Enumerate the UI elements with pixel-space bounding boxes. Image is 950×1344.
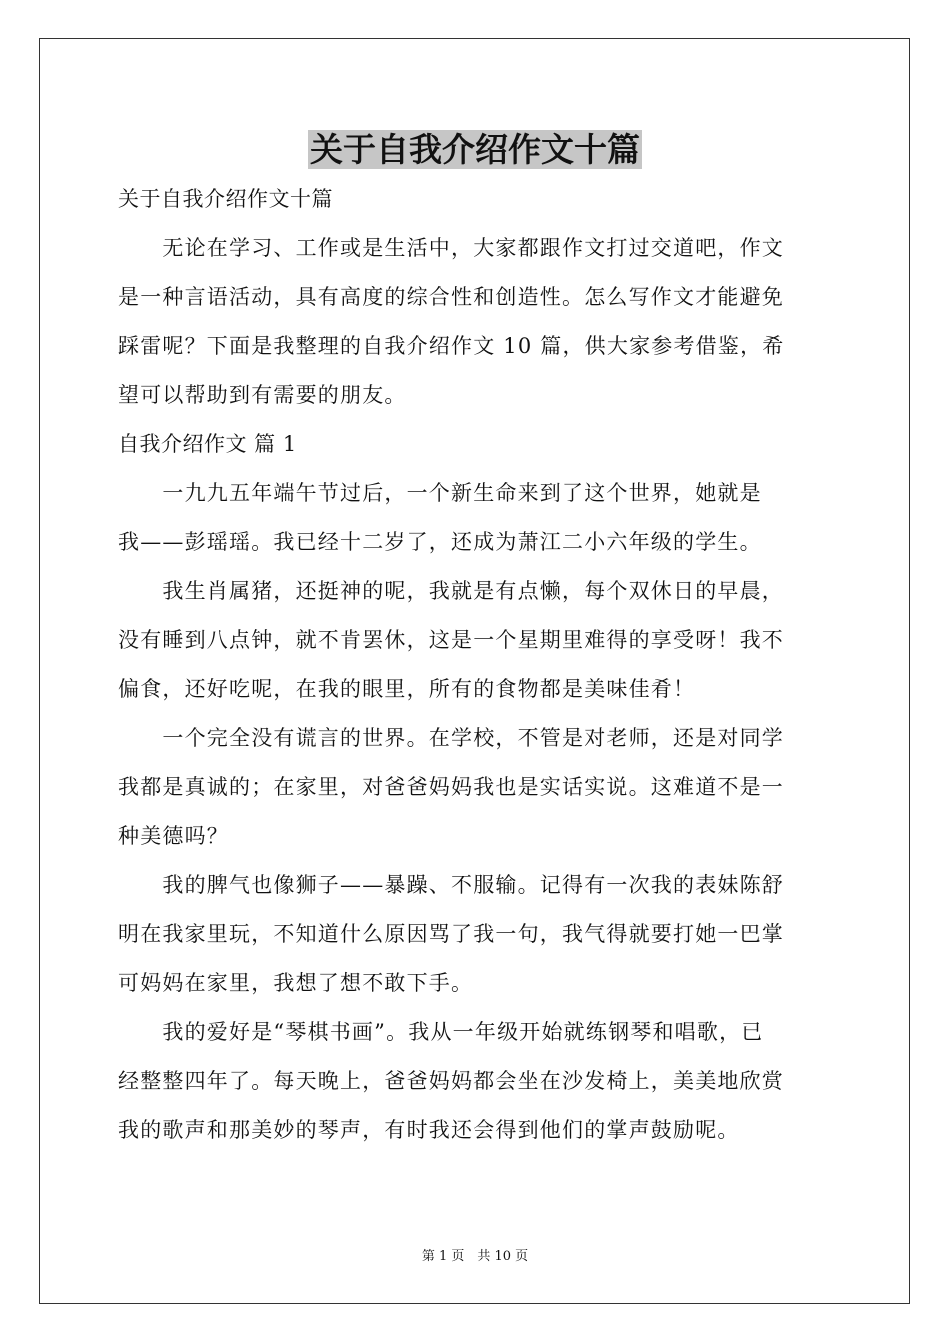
- body-line: 没有睡到八点钟，就不肯罢休，这是一个星期里难得的享受呀！我不: [118, 628, 784, 652]
- intro-line: 是一种言语活动，具有高度的综合性和创造性。怎么写作文才能避免: [118, 285, 784, 309]
- body-line: 种美德吗？: [118, 824, 229, 848]
- body-line: 明在我家里玩，不知道什么原因骂了我一句，我气得就要打她一巴掌: [118, 922, 784, 946]
- document-body: [118, 175, 834, 1155]
- document-title-text: 关于自我介绍作文十篇: [310, 130, 640, 169]
- body-line: 我的脾气也像狮子——暴躁、不服输。记得有一次我的表妹陈舒: [118, 873, 784, 897]
- body-line: 我——彭瑶瑶。我已经十二岁了，还成为萧江二小六年级的学生。: [118, 530, 762, 554]
- body-line: 一九九五年端午节过后，一个新生命来到了这个世界，她就是: [118, 481, 762, 505]
- body-line: 我的爱好是“琴棋书画”。我从一年级开始就练钢琴和唱歌，已: [118, 1020, 764, 1044]
- section-heading: 自我介绍作文 篇 1: [118, 432, 297, 456]
- body-line: 偏食，还好吃呢，在我的眼里，所有的食物都是美味佳肴！: [118, 677, 696, 701]
- intro-line: 望可以帮助到有需要的朋友。: [118, 383, 407, 407]
- essay-body: [118, 469, 834, 1155]
- body-line: 我生肖属猪，还挺神的呢，我就是有点懒，每个双休日的早晨，: [118, 579, 784, 603]
- body-line: 我都是真诚的；在家里，对爸爸妈妈我也是实话实说。这难道不是一: [118, 775, 784, 799]
- page-footer: 第 1 页 共 10 页: [421, 1249, 529, 1264]
- intro-paragraph: [118, 224, 834, 420]
- body-line: 我的歌声和那美妙的琴声，有时我还会得到他们的掌声鼓励呢。: [118, 1118, 740, 1142]
- body-line: 经整整四年了。每天晚上，爸爸妈妈都会坐在沙发椅上，美美地欣赏: [118, 1069, 784, 1093]
- document-title: [0, 128, 950, 172]
- intro-line: 无论在学习、工作或是生活中，大家都跟作文打过交道吧，作文: [118, 236, 784, 260]
- subtitle: 关于自我介绍作文十篇: [118, 187, 333, 211]
- body-line: 一个完全没有谎言的世界。在学校，不管是对老师，还是对同学: [118, 726, 784, 750]
- body-line: 可妈妈在家里，我想了想不敢下手。: [118, 971, 474, 995]
- intro-line: 踩雷呢？下面是我整理的自我介绍作文 10 篇，供大家参考借鉴，希: [118, 334, 785, 358]
